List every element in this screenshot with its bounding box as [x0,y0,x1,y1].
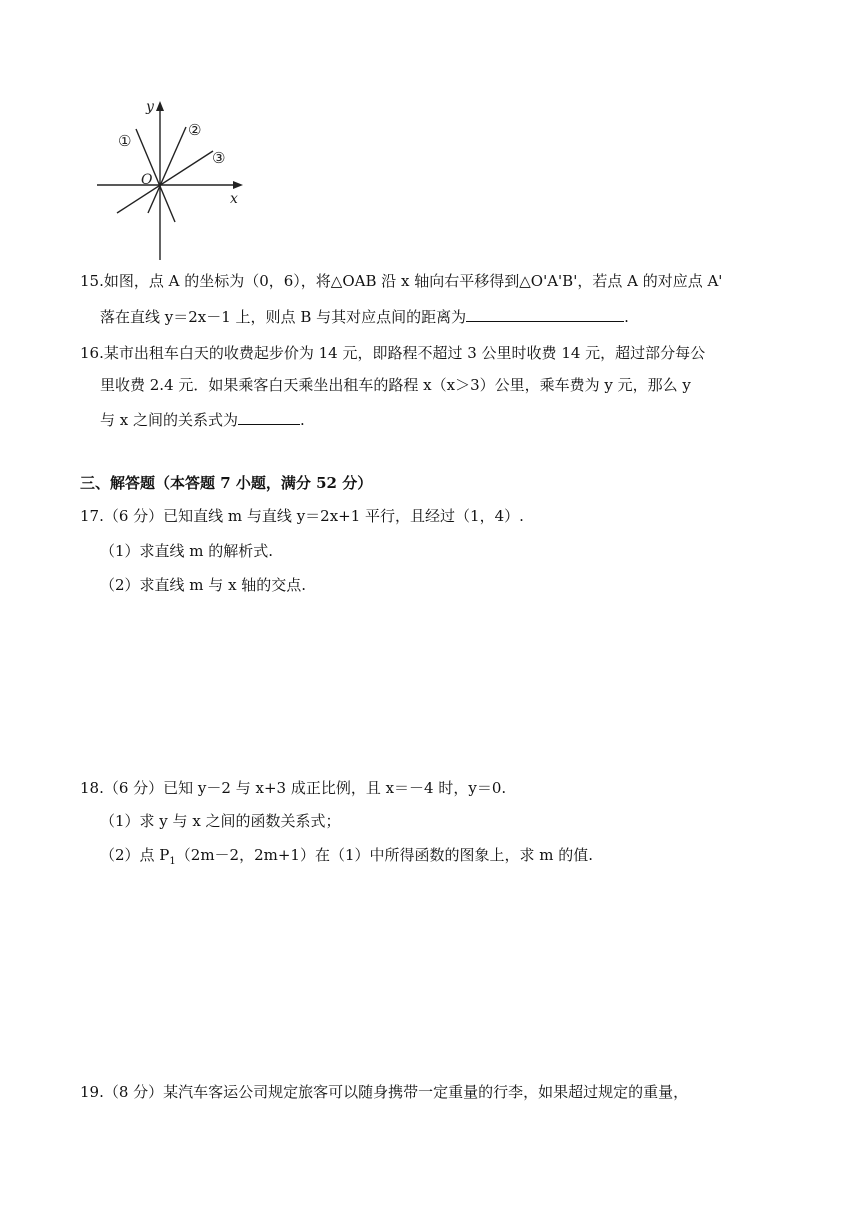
line-1-label: ① [118,132,132,150]
q15-answer-blank[interactable] [466,305,624,322]
origin-label: O [141,172,153,188]
q17-stem: 17.（6 分）已知直线 m 与直线 y＝2x+1 平行，且经过（1，4）. [80,507,524,525]
section-3-title: 三、解答题（本答题 7 小题，满分 52 分） [80,474,373,492]
q17-part-1: （1）求直线 m 的解析式. [100,542,274,560]
q18-part-2: （2）点 $P_1(2m-2$，2m+1）在（1）中所得函数的图象上，求 m 的值. [100,846,594,867]
x-axis-label: x [230,191,238,207]
q17-part-2: （2）求直线 m 与 x 轴的交点. [100,576,307,594]
q16-answer-blank[interactable] [238,408,300,425]
q18-stem: 18.（6 分）已知 y－2 与 x+3 成正比例，且 x＝－4 时，y＝0. [80,779,507,797]
q16-line-2: 里收费 2.4 元．如果乘客白天乘坐出租车的路程 x（x＞3）公里，乘车费为 y 元，那么 y [100,376,691,394]
y-axis-label: y [146,99,154,115]
line-3-label: ③ [212,149,226,167]
q19-stem: 19.（8 分）某汽车客运公司规定旅客可以随身携带一定重量的行李，如果超过规定的重量， [80,1083,689,1101]
q18-part-1: （1）求 y 与 x 之间的函数关系式； [100,812,341,830]
x-axis-arrow [233,181,243,189]
q16-line-3: 与 x 之间的关系式为 . [100,408,305,431]
q15-line-2: 落在直线 y＝2x－1 上，则点 B 与其对应点间的距离为 . [100,305,629,328]
q16-line-1: 16.某市出租车白天的收费起步价为 14 元，即路程不超过 3 公里时收费 14 元，超过部分每公 [80,344,706,362]
line-3 [117,151,213,213]
coordinate-figure [80,95,260,265]
q15-line-1: 15.如图，点 A 的坐标为（0，6），将△OAB 沿 x 轴向右平移得到△O'A'B'，若点 A 的对应点 A' [80,272,723,290]
y-axis-arrow [156,101,164,111]
line-2-label: ② [188,121,202,139]
